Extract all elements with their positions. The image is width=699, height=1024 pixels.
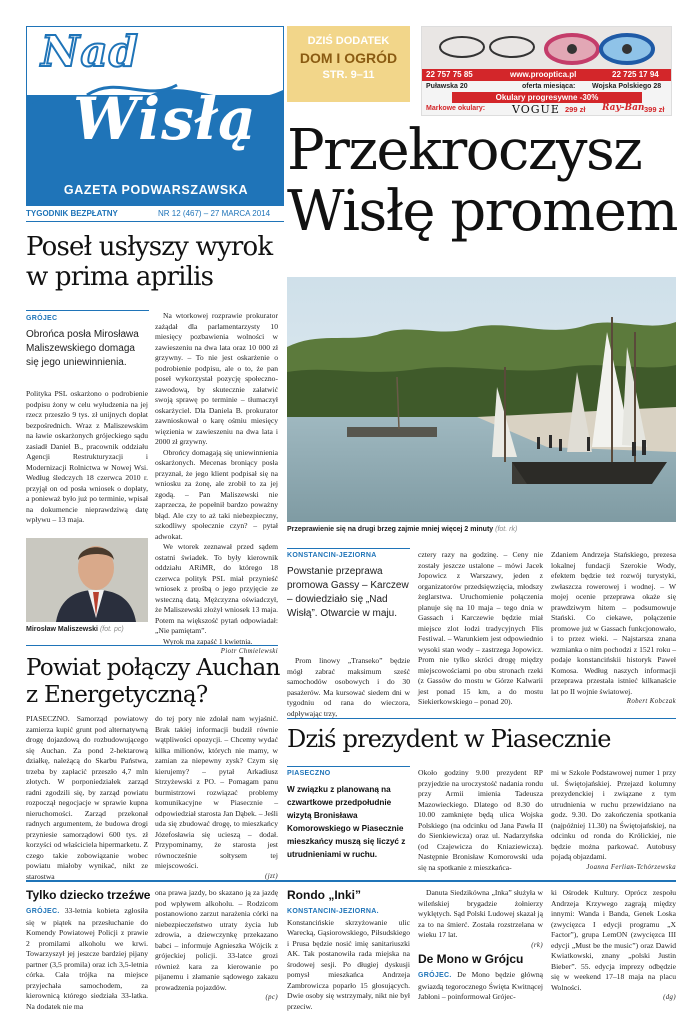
brief4-para: [418, 970, 543, 1003]
promo-line1: DZIŚ DODATEK: [307, 35, 390, 47]
article4-col2-text: mi w Szkole Podstawowej numer 1 przy ul. Świętojańskiej. Przejazd kolumny prezydenckiej i związane z tym utrudnienia w ruchu przewidziano na godz. 9.30. Do zakończenia spotkania (najpóźniej 11.30) na Świętojańskiej, na odcinku od ronda do Królickiej, nie będzie można parkować. Autobusy pojadą objazdami.: [551, 768, 676, 861]
ad-phone-right: 22 725 17 94: [612, 70, 659, 79]
article4-col1-text: Około godziny 9.00 prezydent RP przyjedzie na uroczystość nadania rondu przy Armii imienia Tadeusza Mazowieckiego. Dlatego od 8.30 do 10.00 zamknięte będą ulica Wojska Polskiego (na odcinku od Jana Pawła II do Sienkiewicza) oraz ul. Nadarzyńska (od Czajewicza do Kniaziewicza). Następnie Bronisław Komorowski uda się na spotkanie z mieszkańca-: [418, 768, 543, 872]
article1-author: Piotr Chmielewski: [220, 648, 278, 655]
ad-addr-left: Puławska 20: [426, 83, 468, 90]
issue-label: NR 12 (467) – 27 MARCA 2014: [158, 209, 271, 218]
article1-lead: Obrońca posła Mirosława Maliszewskiego domaga się jego uniewinnienia.: [26, 329, 139, 368]
article4-col2: [551, 768, 676, 873]
article1-col1-text: Polityka PSL oskarżono o podrobienie podpisu żony w celu wyłudzenia na jej rzecz przeszło 9 tys. zł unijnych dopłat bezpośrednich. Wraz z Maliszewskim na ławie oskarżonych grójeckiego sądu zasiadł Daniel B., pracownik oddziału Agencji Restrukturyzacji i Modernizacji Rolnictwa w Nowej Wsi. Według śledczych 18 czerwca 2010 r. przyjął on od posła wniosek o dopłaty, a ponieważ było już po terminie, wpisał na dokumencie nieprawdziwą datę wpływu – 13 maja.: [26, 389, 148, 524]
article1-col2-p4: Wyrok ma zapaść 1 kwietnia.: [163, 636, 253, 646]
maliszewski-caption: [26, 626, 148, 633]
glasses-illustration: [422, 27, 672, 69]
ad-addr-right: Wojska Polskiego 28: [592, 83, 662, 90]
article4-col1: [418, 768, 543, 873]
brief4-text: De Mono będzie główną gwiazdą tegorocznego Święta Kwitnącej Jabłoni – poinformował Grójec-: [418, 970, 543, 1001]
main-headline-line2: Wisłę promem: [287, 179, 677, 244]
article3-col3: [551, 550, 676, 708]
logo-main: Wisłą: [73, 85, 257, 153]
promo-box[interactable]: [287, 26, 410, 102]
maliszewski-portrait: [26, 538, 148, 622]
main-headline-line1: Przekroczysz: [287, 118, 642, 183]
photo-caption-text: Przeprawienie się na drugi brzeg zajmie mniej więcej 2 minuty: [287, 526, 494, 533]
brief2-headline[interactable]: Rondo „Inki”: [287, 888, 361, 902]
ad-phone-left: 22 757 75 85: [426, 70, 473, 79]
brief1-col2: [155, 888, 278, 1018]
article2-author: (jzt): [265, 872, 278, 880]
article3-col2-text: cztery razy na godzinę. – Ceny nie zostały jeszcze ustalone – mówi Jacek Jopowicz z Warszawy, jeden z organizatorów przedsięwzięcia, młodszy żeglarstwa. Uruchomienie połączenia planuje się na 10 maja – tego dnia w Gassach i Karczewie będzie miał miejsce zlot łodzi tradycyjnych Flis Festiwal. – Warunkiem jest odpowiednio wysoki stan wody – zastrzega Jopowicz. Prom nie tylko skróci drogę między miejscowościami po obu stronach rzeki (z Gassów do mostu w Górze Kalwarii jest ponad 15 km, a do mostu Siekierkowskiego – ponad 20).: [418, 550, 543, 706]
brief3-col: [418, 888, 543, 951]
logo-top: Nad: [41, 27, 139, 76]
article2-col2: [155, 714, 278, 882]
article3-lead: Powstanie przeprawa promowa Gassy – Karczew – dowiedziało się „Nad Wisłą”. Otwarcie w maju.: [287, 566, 409, 619]
weekly-label: TYGODNIK BEZPŁATNY: [26, 209, 118, 218]
main-headline: [287, 120, 677, 242]
article4-rule: [287, 766, 410, 767]
article2-col1: [26, 714, 148, 882]
article2-rule: [26, 645, 278, 646]
ad-site: www.prooptica.pl: [510, 70, 577, 79]
brief2-col: [287, 906, 410, 1018]
article2-col2-text: do tej pory nie zdołał nam wyjaśnić. Brak takiej informacji budził równie wątpliwości opozycji. – Chcemy wydać kilka milionów, których nie mamy, w zamian za niepewny zysk? Czym się kierujemy? – pytał Arkadiusz Strzyżewski z PO. – Pomagam panu burmistrzowi rozwiązać problemy komunikacyjne w Piasecznie – odpowiedział starosta Jan Dąbek. – Jeśli uda się zbudować drogę, to mieszkańcy Józefosławia się ucieszą – dodał. Przypominamy, że starosta jest równocześnie sołtysem tej miejscowości.: [155, 714, 278, 870]
article1-col1: [26, 389, 148, 526]
brief4-headline[interactable]: De Mono w Grójcu: [418, 952, 524, 966]
article3-col1: [287, 656, 410, 719]
maliszewski-photo: [26, 538, 148, 622]
brief4-kicker: GRÓJEC.: [418, 972, 452, 979]
article3-col1-text: Prom linowy „Transeko” będzie mógł zabrać maksimum sześć samochodów osobowych i do 30 pasażerów. Ma kursować siedem dni w tygodniu od rana do wieczora, odpływając trzy,: [287, 656, 410, 718]
ad-vogue: VOGUE: [512, 103, 560, 116]
article1-kicker: GRÓJEC: [26, 315, 58, 322]
article4-headline[interactable]: Dziś prezydent w Piasecznie: [287, 725, 611, 753]
ferry-photo: [287, 277, 676, 522]
ad-offer: oferta miesiąca:: [522, 83, 576, 90]
ad-brand-label: Markowe okulary:: [426, 105, 486, 112]
masthead-subtitle: GAZETA PODWARSZAWSKA: [63, 183, 249, 197]
article1-rule: [26, 310, 149, 311]
brief1-kicker: GRÓJEC.: [26, 908, 60, 915]
masthead: [26, 26, 284, 206]
article3-author: Robert Kobczak: [626, 698, 676, 705]
brief5-col: [551, 888, 676, 1020]
article3-col3-text: Zdaniem Andrzeja Stańskiego, prezesa lokalnej fundacji Szerokie Wody, efektem będzie też rozwój turystyki, zwłaszcza rowerowej i wodnej. – W mojej ocenie przeprawa okaże się prawdziwym hitem – podsumowuje Stański. Co ciekawe, połączenie promowe już w Gassach funkcjonowało, i to przez wieki. – Najstarsza znana wzmianka o nim pochodzi z 1521 roku – podaje konstancińskii historyk Paweł Komosa. Według naszych informacji przeprawa przestała istnieć kilkanaście lat po II wojnie światowej.: [551, 550, 676, 696]
brief1-author: (pc): [265, 994, 278, 1001]
article1-col2-p1: Na wtorkowej rozprawie prokurator zażądał dla parlamentarzysty 10 miesięcy pozbawienia wolności w zawieszeniu na dwa lata oraz 10 000 zł grzywny. – To nie jest oskarżenie o podrobienie podpisu, ale o to, że pan poseł wykorzystał pozycję społeczno-zawodową, by skutecznie załatwić swoją sprawę po terminie – tłumaczył oskarżyciel. Dla Daniela B. prokurator zawnioskował o karę ośmiu miesięcy więzienia w zawieszeniu na dwa lata i 2000 zł grzywny.: [155, 311, 278, 446]
promo-line3: STR. 9–11: [322, 69, 375, 81]
ad-price2: 399 zł: [644, 105, 665, 114]
brief1-col1: [26, 906, 148, 1018]
brief2-para: [287, 906, 410, 1012]
brief2-text: Konstancińskie skrzyżowanie ulic Warecką, Gąsiorowskiego, Piłsudskiego i Prusa będzie nosić imię sanitariuszki AK. Tak postanowiła rada miejska na środowej sesji. Po długiej dyskusji pomysł mieszkańca Andrzeja Zambrowicza poparło 15 głosujących. Dwie osoby się wstrzymały, nikt nie był przeciw.: [287, 917, 410, 1011]
ad-banner: Okulary progresywne -30%: [452, 92, 642, 103]
brief5-text: ki Ośrodek Kultury. Oprócz zespołu Andrzeja Krzywego zagrają między innymi: Wanda i Banda, Genek Loska (zwycięzca I edycji programu „X Factor”), grupa LemON (zwycięzca III edycji „Must be the music”) oraz Dawid Kwiatkowski, znany „polski Justin Bieber”. 55. edycja imprezy odbędzie się w weekend 17–18 maja na placu Wolności.: [551, 888, 676, 992]
photo-caption: [287, 526, 676, 533]
article3-col2: [418, 550, 543, 708]
ferry-photo-illustration: [287, 277, 676, 522]
brief4-col: [418, 970, 543, 1020]
optician-ad[interactable]: [421, 26, 672, 116]
article3-rule: [287, 548, 410, 549]
brief1-col1-para: [26, 906, 148, 1012]
article4-kicker: PIASECZNO: [287, 770, 331, 777]
brief1-col2-text: ona prawa jazdy, bo skazano ją za jazdę pod wpływem alkoholu. – Rodzicom postanowiono zarzut narażenia córki na niebezpieczeństwo utraty życia lub zdrowia, a dziewczynkę przekazano babci – informuje Agnieszka Wójcik z grójeckiej policji. 33-latce grozi również kara za kierowanie po pijanemu i złamanie sądowego zakazu prowadzenia pojazdów.: [155, 888, 278, 992]
maliszewski-caption-text: Mirosław Maliszewski: [26, 626, 98, 633]
masthead-rule: [26, 221, 284, 222]
ad-rayban: Ray-Ban: [602, 103, 645, 113]
article4-rule-top: [287, 718, 676, 719]
article1-col2: [155, 311, 278, 658]
brief1-headline[interactable]: Tylko dziecko trzeźwe: [26, 888, 151, 902]
brief3-author: (rk): [531, 941, 543, 949]
article2-headline[interactable]: Powiat połączy Auchan z Energetyczną?: [26, 655, 280, 708]
promo-line2: DOM I OGRÓD: [299, 50, 398, 66]
article4-author: Joanna Ferlian-Tchórzewska: [586, 863, 676, 871]
article1-headline[interactable]: Poseł usłyszy wyrok w prima aprilis: [26, 232, 273, 292]
article1-col2-p3: We wtorek zeznawał przed sądem ostatni świadek. To były kierownik oddziału ARiMR, do którego 18 czerwca polityk PSL miał przynieść wniosek z prośbą o jego przyjęcie ze wsteczną datą. Mężczyzna oświadczył, że Maliszewski złożył wniosek 13 maja. Potem na większość pytań odpowiadał: „Nie pamiętam”.: [155, 542, 278, 635]
brief1-col1-text: 33-letnia kobieta zgłosiła się w piątek na przesłuchanie do Komendy Powiatowej Policji z prawie 2 promilami alkoholu we krwi. Towarzyszył jej jeszcze bardziej pijany partner (3,5 promila) oraz ich 3,5-letnia córka. Cała trójka na miejsce przyjechała samochodem, za kierownicą którego siedziała 33-latka. Na dodatek nie ma: [26, 906, 148, 1011]
article3-kicker: KONSTANCIN-JEZIORNA: [287, 552, 377, 559]
brief5-author: (dg): [663, 994, 676, 1001]
article2-col1-text: PIASECZNO. Samorząd powiatowy zamierza kupić grunt pod alternatywną drogę dojazdową do rozbudowującego się Auchan. Za pond 2-hektarową działkę, należącą do Skarbu Państwa, trzeba by zapłacić przeszło 4,7 mln złotych. W porponiedziałek zarząd radni zgodzili się, by zarząd powiatu rozpoczął negocjacje w sprawie kupna nieruchomości. Zarząd przekonał radnych argumentem, że budowa drogi przyniesie samorządowi 600 tys. zł korzyści od właściciela hipermarketu. Z czego takie zobowiązanie wobec powiatu miałoby wynikać, nikt ze starostwa: [26, 714, 148, 881]
maliszewski-caption-credit: (fot. pc): [99, 626, 124, 633]
brief2-kicker: KONSTANCIN-JEZIORNA.: [287, 908, 379, 915]
photo-caption-credit: (fot. rk): [495, 526, 518, 533]
article1-col2-p2: Obrońcy domagają się uniewinnienia oskarżonych. Mecenas broniący posła przyznał, że jego klient podpisał się na wniosku za żonę, ale zrobił to za jej zgodą. – Pan Maliszewski nie zaprzecza, że popełnił bardzo poważny błąd. Ale czy to aż taki niebezpieczny, szkodliwy społecznie czyn? – pytał adwokat.: [155, 447, 278, 541]
article4-lead: W związku z planowaną na czwartkowe przedpołudnie wizytą Bronisława Komorowskiego w Piasecznie mieszkańcy muszą się liczyć z utrudnieniami w ruchu.: [287, 785, 406, 859]
ad-price1: 299 zł: [565, 105, 586, 114]
brief3-text: Danuta Siedzikówna „Inka” służyła w wileńskiej brygadzie żołnierzy wyklętych. Sąd Polski Ludowej skazał ją za to na śmierć. Została rozstrzelana w wieku 17 lat.: [418, 888, 543, 939]
bottom-rule: [26, 880, 676, 882]
